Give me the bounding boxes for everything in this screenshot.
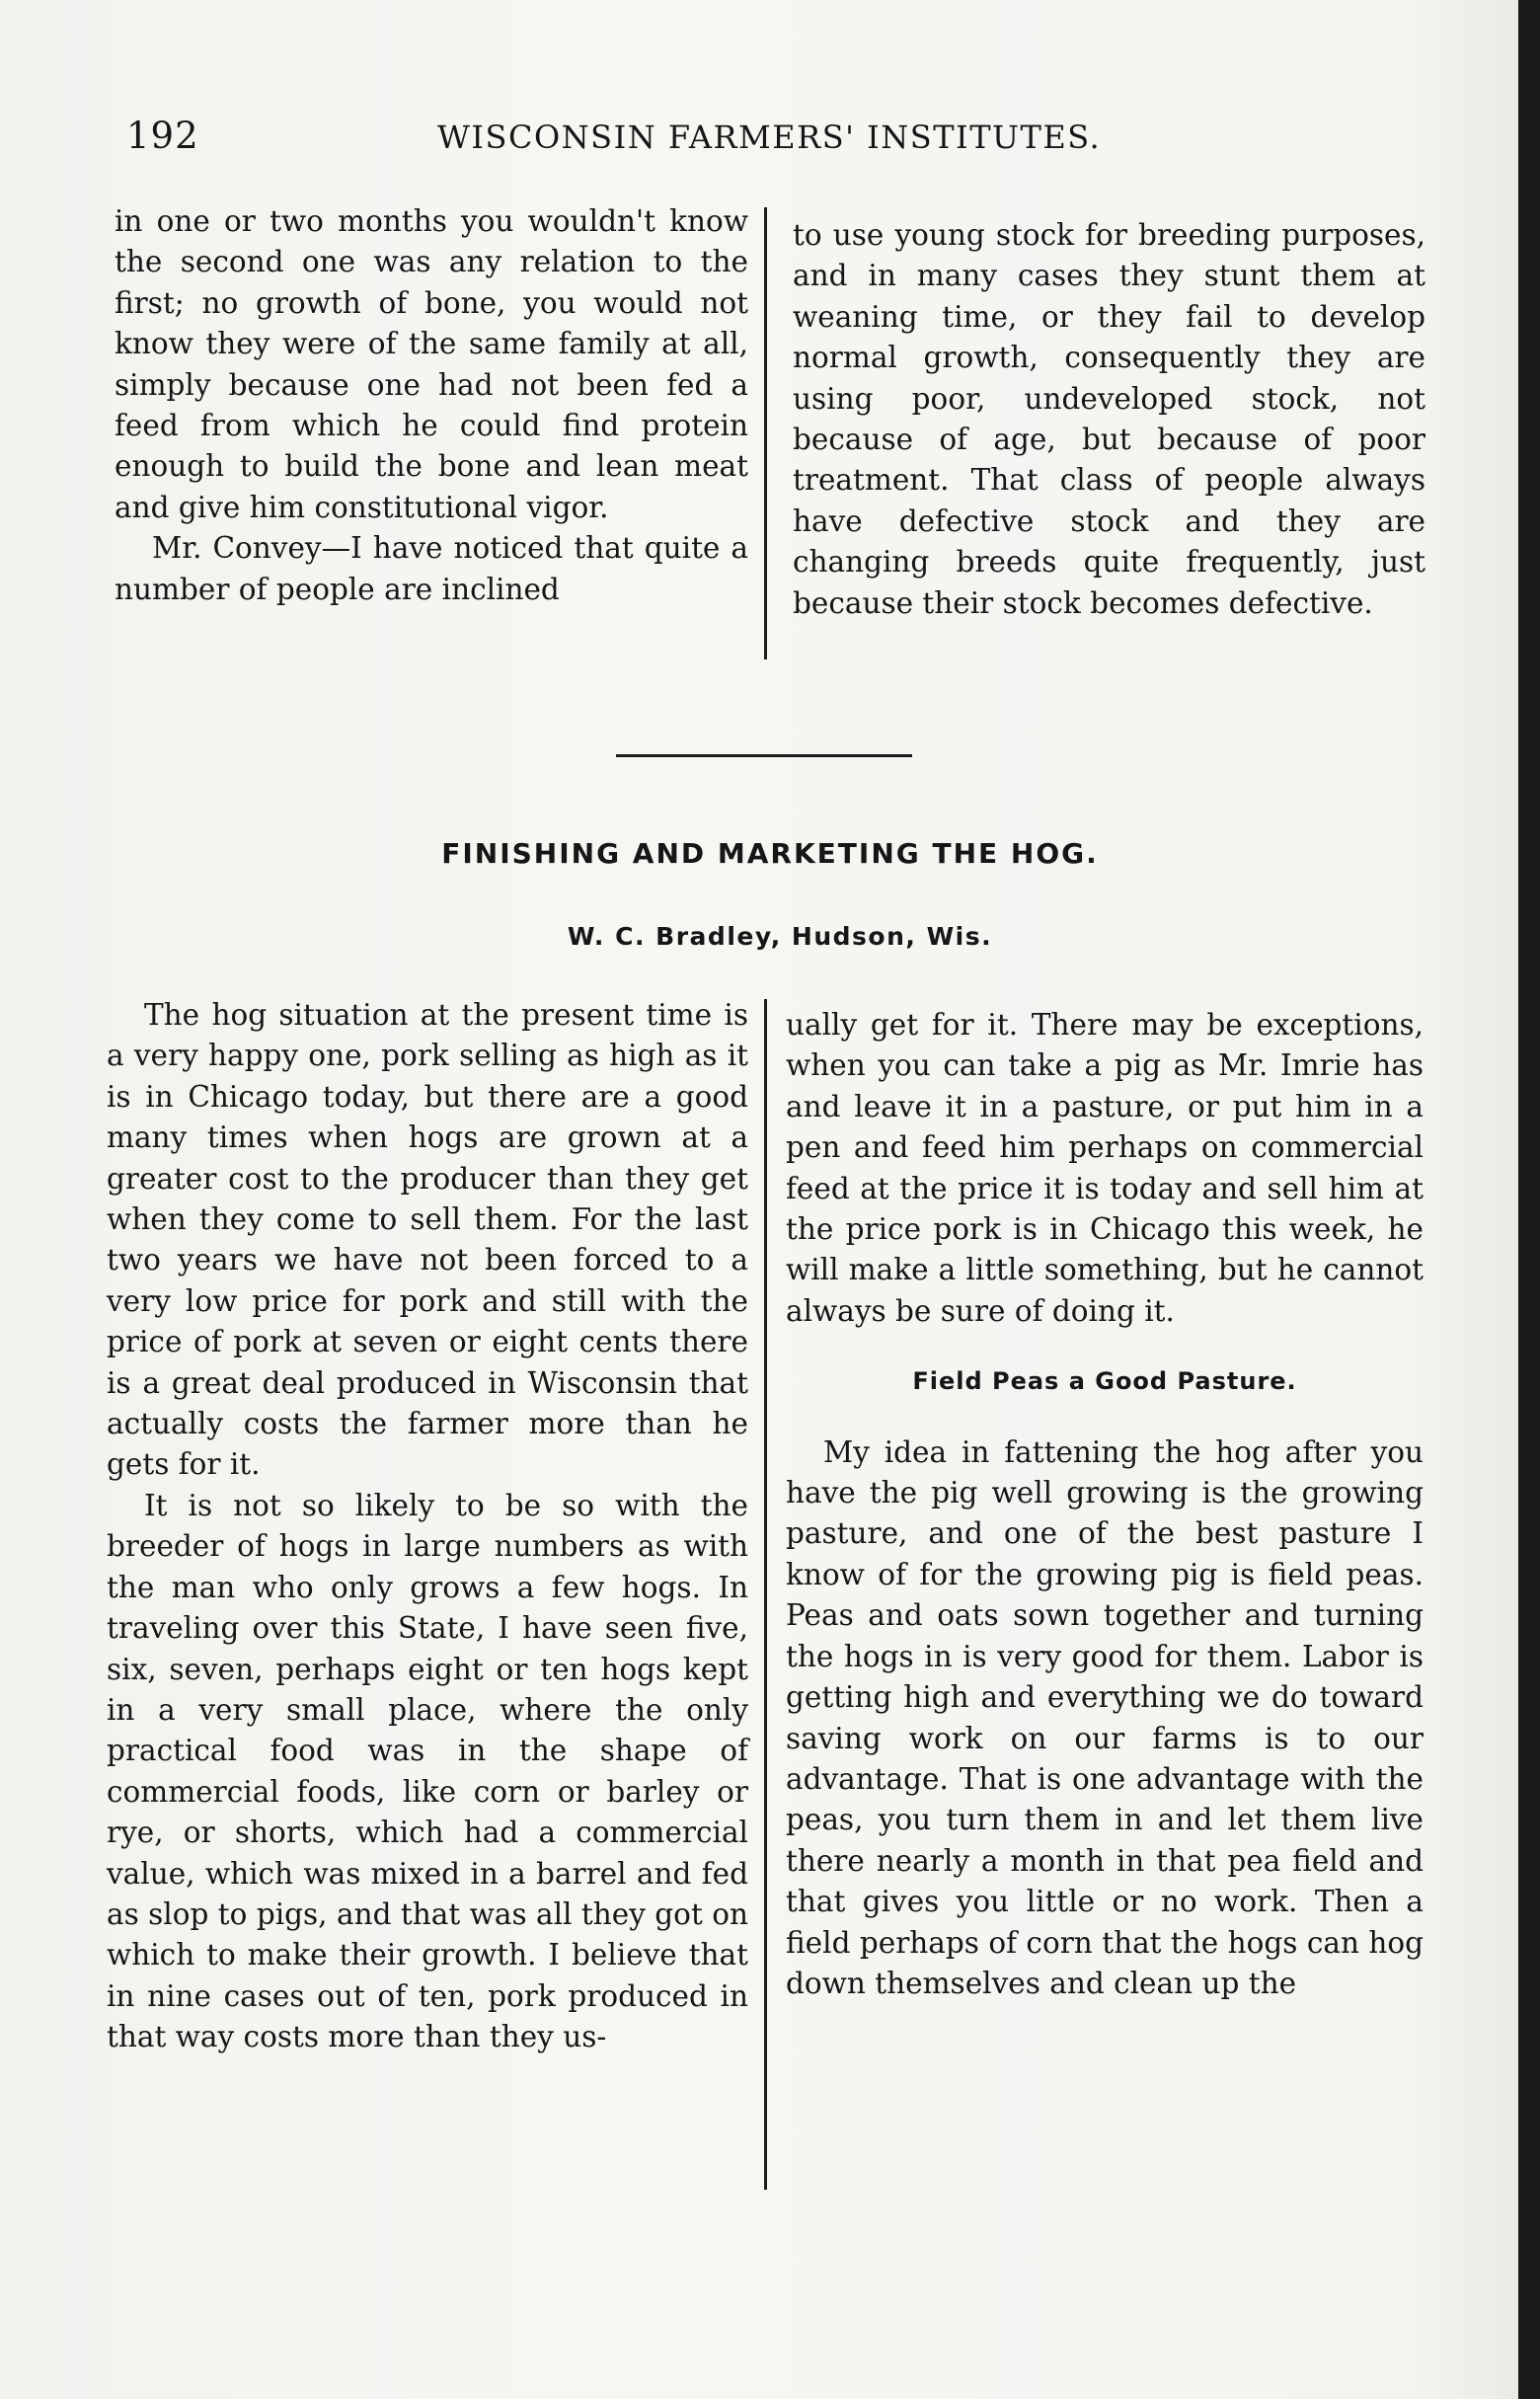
top-left-column [115, 201, 748, 610]
subheading: Field Peas a Good Pasture. [912, 1367, 1297, 1396]
paragraph: My idea in fattening the hog after you have the pig well growing is the growing pasture, and one of the best pasture I know of for the growing pig is field peas. Peas and oats sown together and turning the hogs in is very good for them. Labor is getting high and everything we do toward saving work on our farms is to our advantage. That is one advantage with the peas, you turn them in and let them live there nearly a month in that pea field and that gives you little or no work. Then a field perhaps of corn that the hogs can hog down themselves and clean up the [786, 1434, 1424, 2000]
column-divider [764, 999, 767, 2190]
paragraph: to use young stock for breeding purposes, and in many cases they stunt them at weaning time, or they fail to develop normal growth, consequently they are using poor, undeveloped stock, not because of age, but because of poor treatment. That class of people always have defective stock and they are changing breeds quite frequently, just because their stock becomes defective. [793, 218, 1425, 620]
page-edge-shadow [1518, 0, 1540, 2399]
top-right-column [793, 215, 1425, 624]
article-left-column [107, 995, 748, 2058]
paragraph: Mr. Convey—I have noticed that quite a number of people are inclined [115, 531, 748, 606]
running-head: WISCONSIN FARMERS' INSTITUTES. [437, 118, 1102, 156]
page-header [126, 115, 1133, 174]
paragraph: in one or two months you wouldn't know the second one was any relation to the first; no growth of bone, you would not know they were of the same family at all, simply because one had not been fed a feed from which he could find protein enough to build the bone and lean meat and give him constitutional vigor. [115, 204, 748, 524]
article-right-column [786, 1005, 1424, 2004]
paragraph: It is not so likely to be so with the breeder of hogs in large numbers as with the man who only grows a few hogs. In traveling over this State, I have seen five, six, seven, perhaps eight or ten hogs kept in a very small place, where the only practical food was in the shape of commercial foods, like corn or barley or rye, or shorts, which had a commercial value, which was mixed in a barrel and fed as slop to pigs, and that was all they got on which to make their growth. I believe that in nine cases out of ten, pork produced in that way costs more than they us- [107, 1488, 748, 2054]
paragraph: The hog situation at the present time is a very happy one, pork selling as high as it is in Chicago today, but there are a good many times when hogs are grown at a greater cost to the producer than they get when they come to sell them. For the last two years we have not been forced to a very low price for pork and still with the price of pork at seven or eight cents there is a great deal produced in Wisconsin that actually costs the farmer more than he gets for it. [107, 998, 748, 1482]
column-divider [764, 207, 767, 659]
article-byline: W. C. Bradley, Hudson, Wis. [567, 922, 993, 951]
paragraph: ually get for it. There may be exceptions, when you can take a pig as Mr. Imrie has and leave it in a pasture, or put him in a pen and feed him perhaps on commercial feed at the price it is today and sell him at the price pork is in Chicago this week, he will make a little something, but he cannot always be sure of doing it. [786, 1008, 1424, 1328]
page-number: 192 [126, 115, 199, 157]
section-divider [616, 754, 912, 757]
article-title: FINISHING AND MARKETING THE HOG. [441, 837, 1099, 870]
